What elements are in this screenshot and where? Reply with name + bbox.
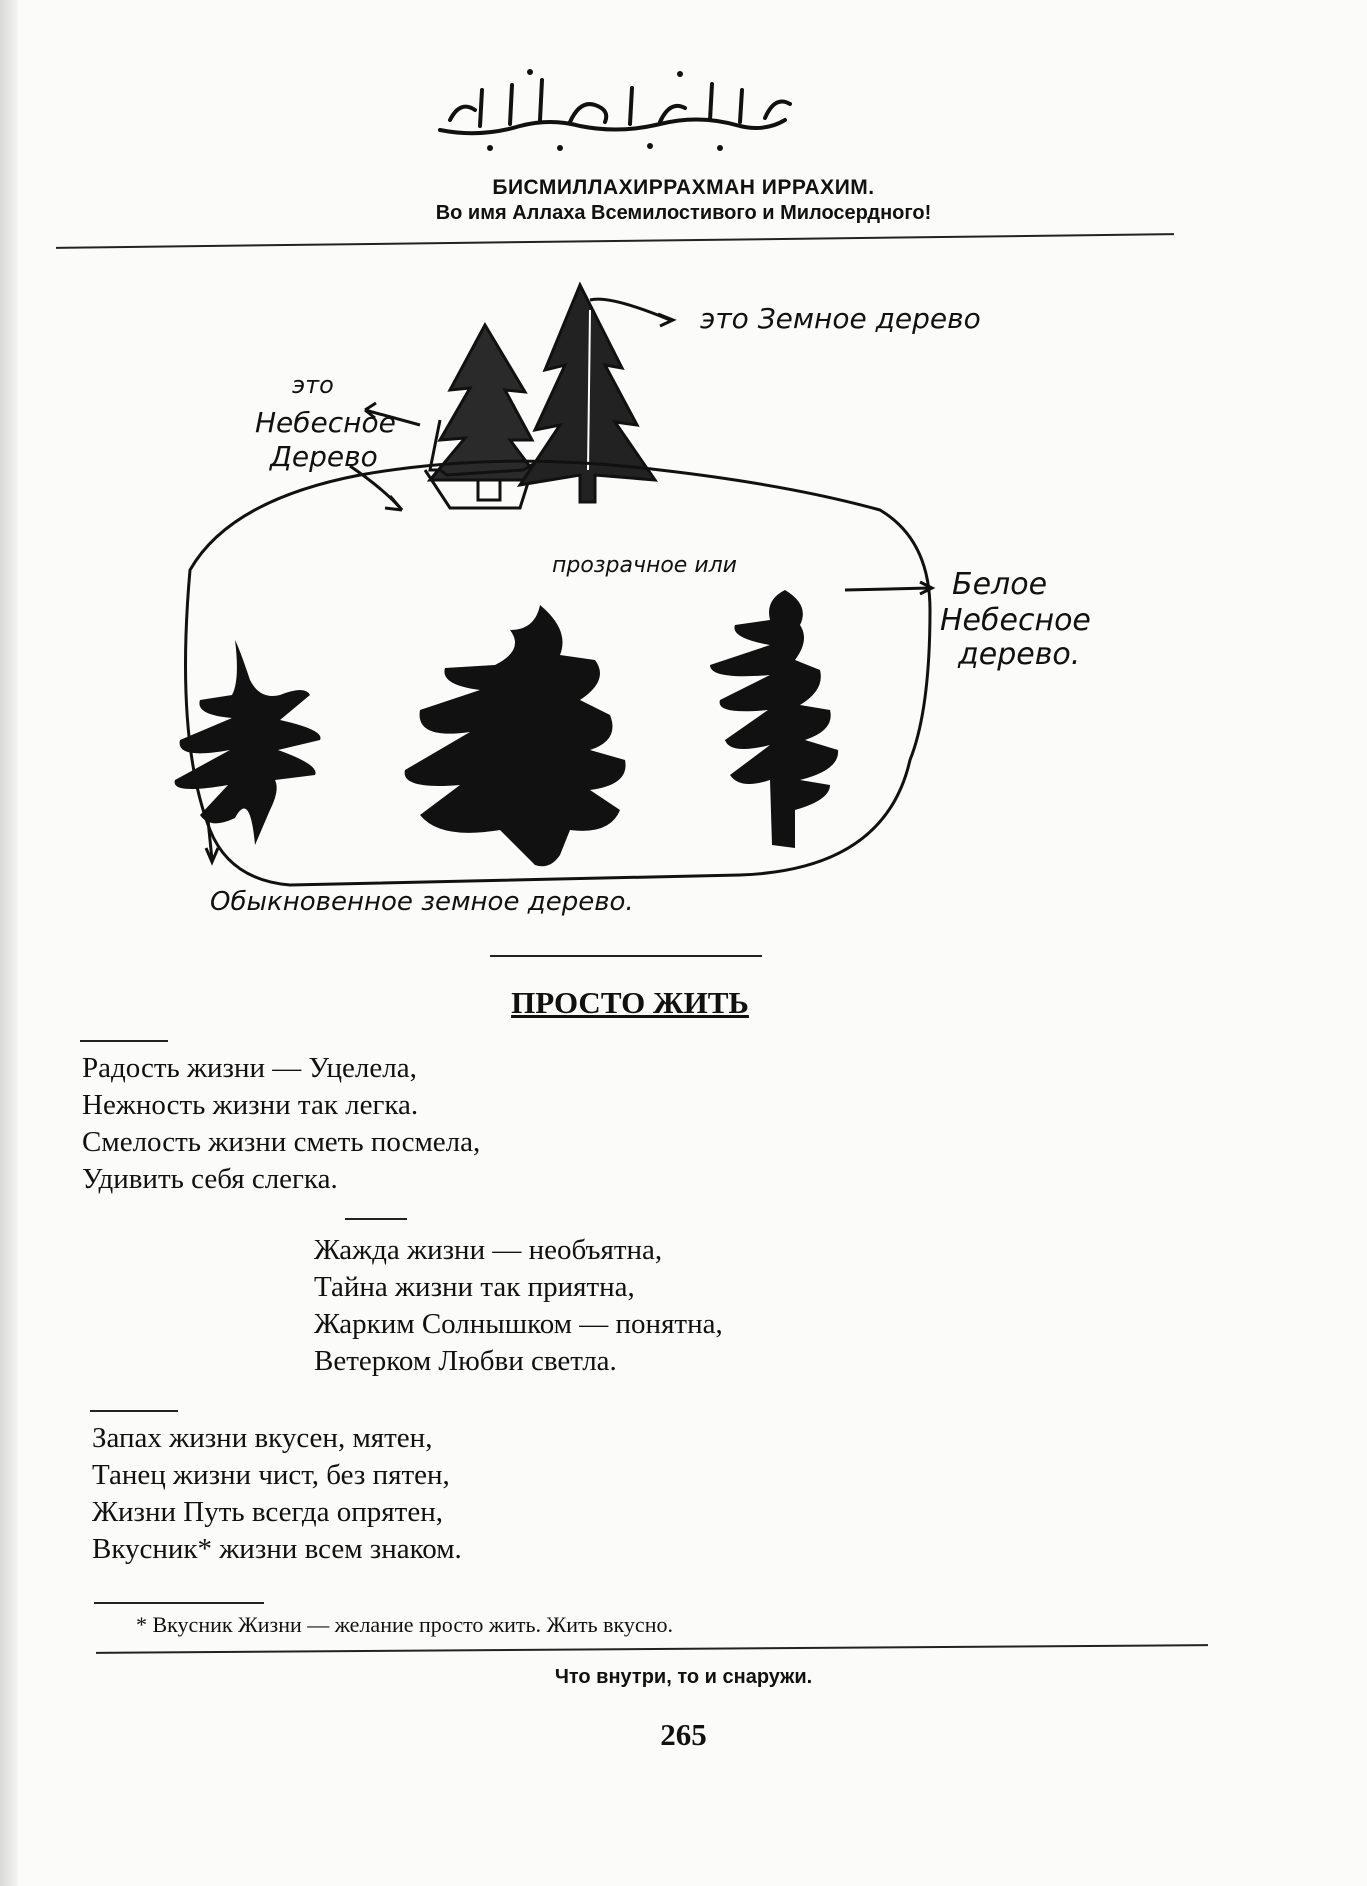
label-transparent: прозрачное или	[552, 553, 737, 578]
poem-line: Нежность жизни так легка.	[82, 1089, 419, 1121]
poem-line: Радость жизни — Уцелела,	[82, 1052, 417, 1084]
label-white-tree-line3: дерево.	[958, 637, 1081, 672]
poem-line: Ветерком Любви светла.	[314, 1345, 617, 1377]
tree-silhouette-left	[175, 640, 321, 845]
trees-drawing	[140, 270, 1140, 950]
poem-line: Жажда жизни — необъятна,	[314, 1234, 663, 1266]
bismillah-transliteration: БИСМИЛЛАХИРРАХМАН ИРРАХИМ.	[492, 176, 875, 199]
bismillah-translation: Во имя Аллаха Всемилостивого и Милосердного!	[435, 202, 932, 224]
label-ordinary-tree: Обыкновенное земное дерево.	[210, 887, 634, 917]
poem-line: Жизни Путь всегда опрятен,	[92, 1496, 443, 1528]
page-number: 265	[660, 1717, 707, 1752]
poem-line: Жарким Солнышком — понятна,	[314, 1308, 723, 1340]
footnote-rule	[94, 1602, 264, 1604]
stanza3-rule	[90, 1410, 178, 1412]
stanza-3	[92, 1420, 462, 1568]
label-white-tree-line1: Белое	[952, 567, 1048, 602]
poem-line: Тайна жизни так приятна,	[314, 1271, 635, 1303]
footer-motto: Что внутри, то и снаружи.	[554, 1666, 813, 1688]
footnote: * Вкусник Жизни — желание просто жить. Жить вкусно.	[136, 1612, 673, 1637]
poem-title: ПРОСТО ЖИТЬ	[511, 985, 749, 1020]
bismillah-calligraphy	[420, 60, 800, 160]
drawing-divider	[490, 955, 762, 957]
label-white-tree-line2: Небесное	[940, 603, 1091, 638]
poem-line: Вкусник* жизни всем знаком.	[92, 1533, 462, 1565]
page-edge	[0, 0, 18, 1886]
label-heavenly-tree-line2: Небесное	[255, 406, 396, 439]
poem-line: Смелость жизни сметь посмела,	[82, 1126, 481, 1158]
stanza-1	[82, 1050, 480, 1198]
label-heavenly-tree-line3: Дерево	[270, 440, 378, 473]
label-heavenly-tree-line1: это	[292, 371, 334, 399]
label-earth-tree: это Земное дерево	[700, 302, 981, 335]
stanza1-rule	[80, 1040, 168, 1042]
poem-line: Танец жизни чист, без пятен,	[92, 1459, 450, 1491]
poem-line: Удивить себя слегка.	[82, 1163, 338, 1195]
poem-line: Запах жизни вкусен, мятен,	[92, 1422, 433, 1454]
tree-silhouette-middle	[405, 605, 626, 866]
tree-silhouette-right	[710, 590, 838, 848]
footer-divider	[96, 1644, 1208, 1654]
header-divider	[56, 233, 1174, 249]
stanza-2	[314, 1232, 723, 1380]
stanza2-rule	[345, 1218, 407, 1220]
